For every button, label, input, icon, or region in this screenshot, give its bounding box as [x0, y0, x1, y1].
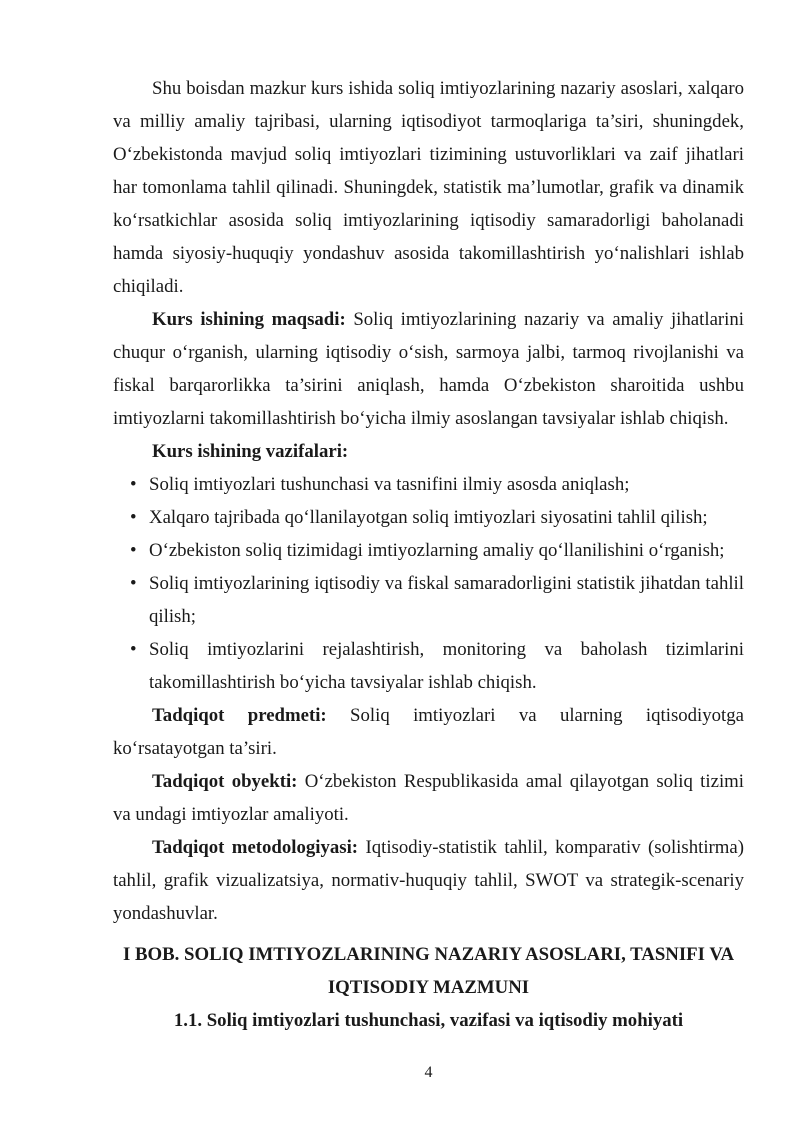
task-item [113, 468, 744, 501]
bullet-icon: • [130, 540, 137, 561]
chapter-heading: I BOB. SOLIQ IMTIYOZLARINING NAZARIY ASOSLARI, TASNIFI VA IQTISODIY MAZMUNI [122, 944, 735, 998]
predmet-label: Tadqiqot predmeti: [152, 705, 327, 726]
page-number: 4 [424, 1064, 433, 1081]
predmet-paragraph [113, 699, 744, 765]
purpose-label: Kurs ishining maqsadi: [152, 309, 346, 330]
metod-label: Tadqiqot metodologiyasi: [152, 837, 359, 858]
bullet-icon: • [130, 639, 137, 660]
bullet-icon: • [130, 507, 137, 528]
obyekt-text: O‘zbekiston Respublikasida amal qilayotgan soliq tizimi va undagi imtiyozlar amaliyoti. [113, 771, 744, 825]
bullet-icon: • [130, 573, 137, 594]
task-item [113, 567, 744, 633]
tasks-heading [113, 435, 744, 468]
metod-text: Iqtisodiy-statistik tahlil, komparativ (solishtirma) tahlil, grafik vizualizatsiya, normativ-huquqiy tahlil, SWOT va strategik-scenariy yondashuvlar. [113, 837, 744, 924]
obyekt-label: Tadqiqot obyekti: [152, 771, 298, 792]
page-body [113, 72, 744, 1037]
task-text: Xalqaro tajribada qo‘llanilayotgan soliq imtiyozlari siyosatini tahlil qilish; [149, 507, 708, 528]
task-text: O‘zbekiston soliq tizimidagi imtiyozlarning amaliy qo‘llanilishini o‘rganish; [149, 540, 725, 561]
intro-paragraph: Shu boisdan mazkur kurs ishida soliq imtiyozlarining nazariy asoslari, xalqaro va milliy amaliy tajribasi, ularning iqtisodiyot tarmoqlariga ta’siri, shuningdek, O‘zbekistonda mavjud soliq imtiyozlari tizimining ustuvorliklari va zaif jihatlari har tomonlama tahlil qilinadi. Shuningdek, statistik ma’lumotlar, grafik va dinamik ko‘rsatkichlar asosida soliq imtiyozlarining iqtisodiy samaradorligi baholanadi hamda siyosiy-huquqiy yondashuv asosida takomillashtirish yo‘nalishlari ishlab chiqiladi. [113, 78, 744, 297]
purpose-paragraph [113, 303, 744, 435]
task-list [113, 468, 744, 699]
task-text: Soliq imtiyozlarining iqtisodiy va fiskal samaradorligini statistik jihatdan tahlil qilish; [149, 573, 744, 627]
task-text: Soliq imtiyozlarini rejalashtirish, monitoring va baholash tizimlarini takomillashtirish bo‘yicha tavsiyalar ishlab chiqish. [149, 639, 744, 693]
task-item [113, 633, 744, 699]
predmet-text: Soliq imtiyozlari va ularning iqtisodiyotga ko‘rsatayotgan ta’siri. [113, 705, 744, 759]
bullet-icon: • [130, 474, 137, 495]
metod-paragraph [113, 831, 744, 930]
purpose-text: Soliq imtiyozlarining nazariy va amaliy jihatlarini chuqur o‘rganish, ularning iqtisodiy o‘sish, sarmoya jalbi, tarmoq rivojlanishi va fiskal barqarorlikka ta’sirini aniqlash, hamda O‘zbekiston sharoitida ushbu imtiyozlarni takomillashtirish bo‘yicha ilmiy asoslangan tavsiyalar ishlab chiqish. [113, 309, 744, 429]
task-item [113, 501, 744, 534]
obyekt-paragraph [113, 765, 744, 831]
tasks-label: Kurs ishining vazifalari: [152, 441, 349, 462]
section-heading: 1.1. Soliq imtiyozlari tushunchasi, vazifasi va iqtisodiy mohiyati [173, 1010, 684, 1031]
task-item [113, 534, 744, 567]
task-text: Soliq imtiyozlari tushunchasi va tasnifini ilmiy asosda aniqlash; [149, 474, 630, 495]
